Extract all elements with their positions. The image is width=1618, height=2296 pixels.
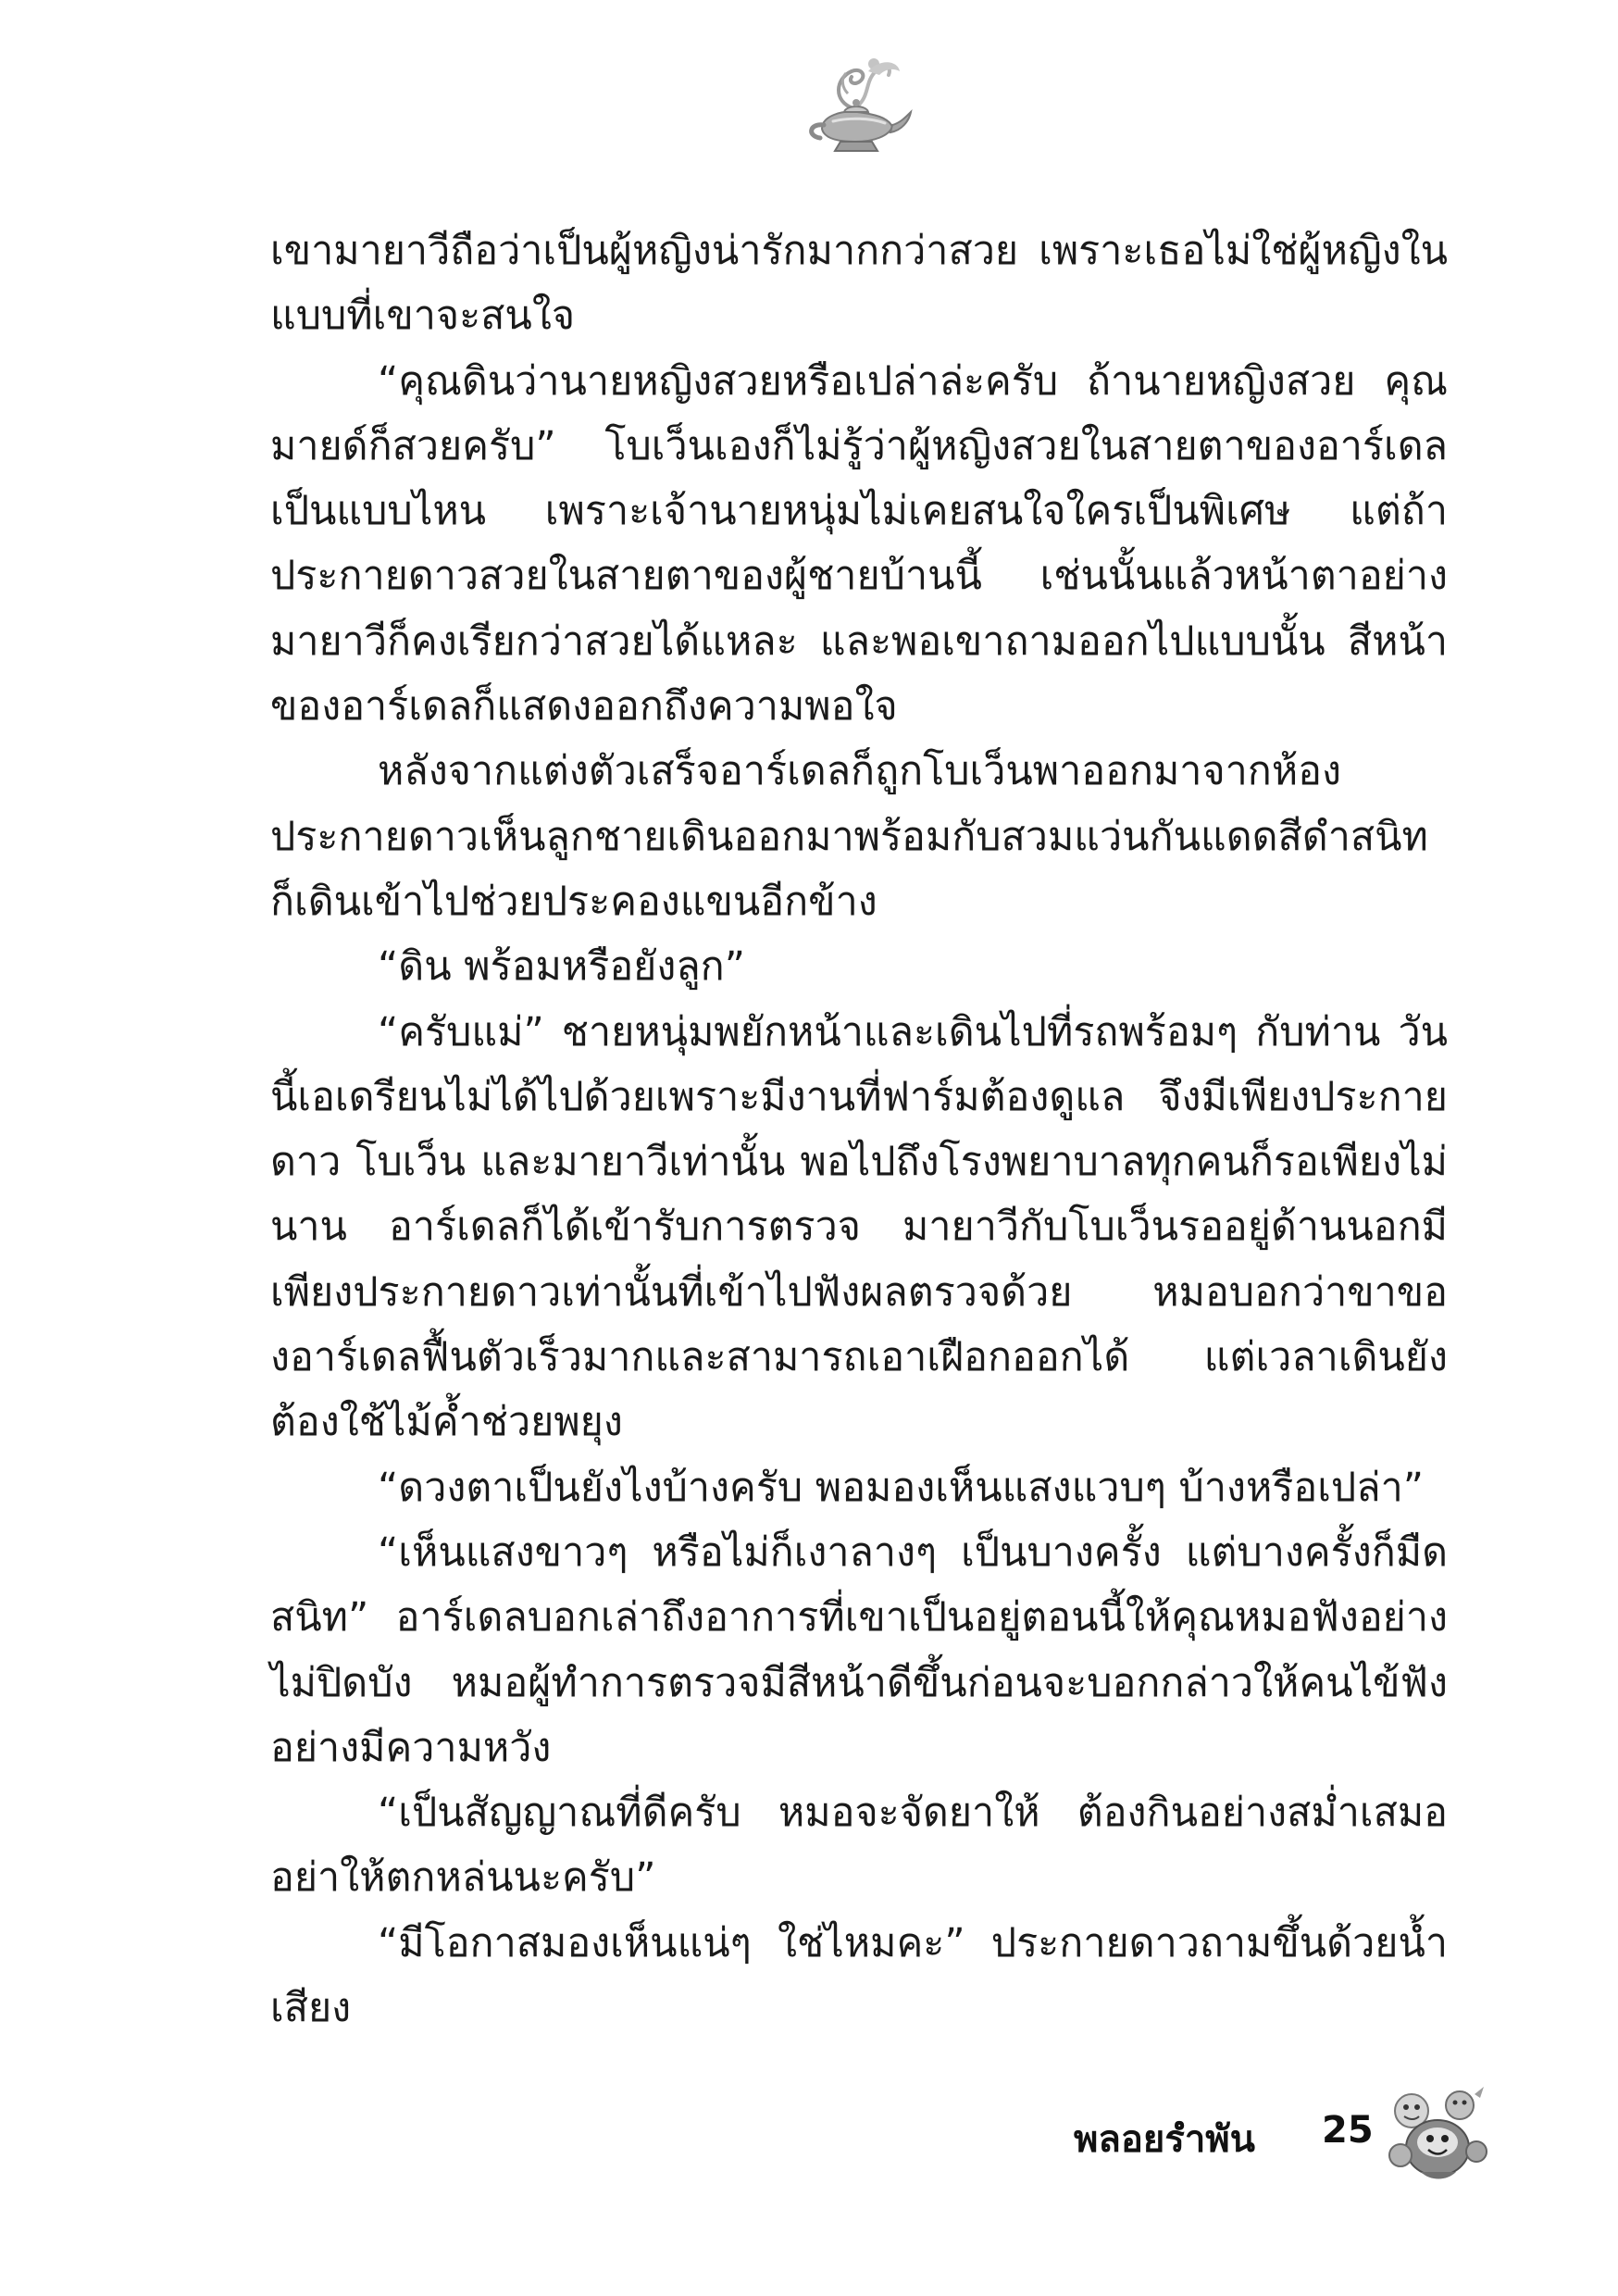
page-number: 25: [1322, 2109, 1374, 2152]
paragraph: “มีโอกาสมองเห็นแน่ๆ ใช่ไหมคะ” ประกายดาวถามขึ้นด้วยน้ำเสียง: [270, 1919, 1448, 2032]
paragraph: “เห็นแสงขาวๆ หรือไม่ก็เงาลางๆ เป็นบางครั้ง แต่บางครั้งก็มืดสนิท” อาร์เดลบอกเล่าถึงอาการที่เขาเป็นอยู่ตอนนี้ให้คุณหมอฟังอย่างไม่ปิดบัง หมอผู้ทำการตรวจมีสีหน้าดีขึ้นก่อนจะบอกกล่าวให้คนไข้ฟังอย่างมีความหวัง: [270, 1529, 1448, 1771]
paragraph: หลังจากแต่งตัวเสร็จอาร์เดลก็ถูกโบเว็นพาออกมาจากห้อง ประกายดาวเห็นลูกชายเดินออกมาพร้อมกับสวมแว่นกันแดดสีดำสนิท ก็เดินเข้าไปช่วยประคองแขนอีกข้าง: [270, 748, 1428, 925]
paragraph: “เป็นสัญญาณที่ดีครับ หมอจะจัดยาให้ ต้องกินอย่างสม่ำเสมออย่าให้ตกหล่นนะครับ”: [270, 1790, 1448, 1902]
paragraph: “ครับแม่” ชายหนุ่มพยักหน้าและเดินไปที่รถพร้อมๆ กับท่าน วันนี้เอเดรียนไม่ได้ไปด้วยเพราะมีงานที่ฟาร์มต้องดูแล จึงมีเพียงประกายดาว โบเว็น และมายาวีเท่านั้น พอไปถึงโรงพยาบาลทุกคนก็รอเพียงไม่นาน อาร์เดลก็ได้เข้ารับการตรวจ มายาวีกับโบเว็นรออยู่ด้านนอกมีเพียงประกายดาวเท่านั้นที่เข้าไปฟังผลตรวจด้วย หมอบอกว่าขาของอาร์เดลฟื้นตัวเร็วมากและสามารถเอาเฝือกออกได้ แต่เวลาเดินยังต้องใช้ไม้ค้ำช่วยพยุง: [270, 1008, 1448, 1446]
chapter-body-text: [270, 218, 1448, 2040]
cartoon-characters-icon: [1384, 2083, 1490, 2185]
paragraph: “ดวงตาเป็นยังไงบ้างครับ พอมองเห็นแสงแวบๆ บ้างหรือเปล่า”: [378, 1464, 1424, 1511]
page-footer: [1046, 2083, 1490, 2185]
paragraph: “ดิน พร้อมหรือยังลูก”: [378, 943, 745, 991]
genie-lamp-icon: [796, 51, 916, 162]
paragraph: เขามายาวีถือว่าเป็นผู้หญิงน่ารักมากกว่าสวย เพราะเธอไม่ใช่ผู้หญิงในแบบที่เขาจะสนใจ: [270, 228, 1448, 340]
paragraph: “คุณดินว่านายหญิงสวยหรือเปล่าล่ะครับ ถ้านายหญิงสวย คุณมายด์ก็สวยครับ” โบเว็นเองก็ไม่รู้ว่าผู้หญิงสวยในสายตาของอาร์เดลเป็นแบบไหน เพราะเจ้านายหนุ่มไม่เคยสนใจใครเป็นพิเศษ แต่ถ้าประกายดาวสวยในสายตาของผู้ชายบ้านนี้ เช่นนั้นแล้วหน้าตาอย่างมายาวีก็คงเรียกว่าสวยได้แหละ และพอเขาถามออกไปแบบนั้น สีหน้าของอาร์เดลก็แสดงออกถึงความพอใจ: [270, 357, 1448, 730]
book-title: พลอยรำพัน: [1074, 2118, 1255, 2161]
